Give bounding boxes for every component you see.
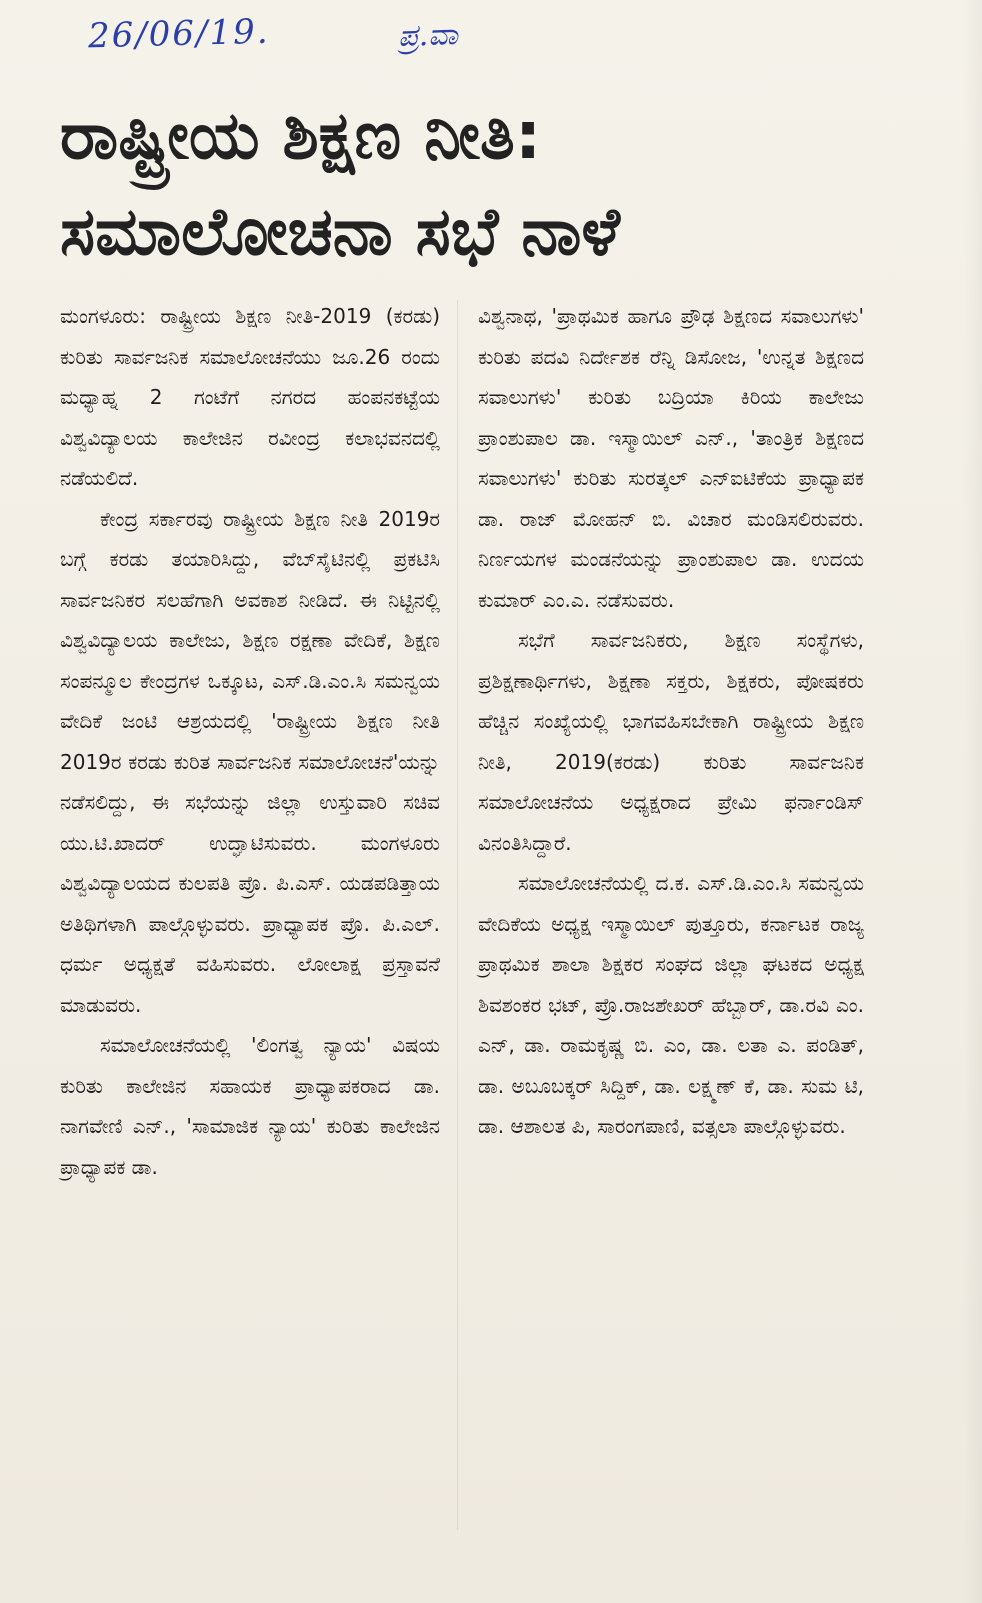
article-paragraph: ಕೇಂದ್ರ ಸರ್ಕಾರವು ರಾಷ್ಟ್ರೀಯ ಶಿಕ್ಷಣ ನೀತಿ 2019ರ ಬಗ್ಗೆ ಕರಡು ತಯಾರಿಸಿದ್ದು, ವೆಬ್‌ಸೈಟಿನಲ್ಲಿ ಪ್ರಕಟಿಸಿ ಸಾರ್ವಜನಿಕರ ಸಲಹೆಗಾಗಿ ಅವಕಾಶ ನೀಡಿದೆ. ಈ ನಿಟ್ಟಿನಲ್ಲಿ ವಿಶ್ವವಿದ್ಯಾಲಯ ಕಾಲೇಜು, ಶಿಕ್ಷಣ ರಕ್ಷಣಾ ವೇದಿಕೆ, ಶಿಕ್ಷಣ ಸಂಪನ್ಮೂಲ ಕೇಂದ್ರಗಳ ಒಕ್ಕೂಟ, ಎಸ್.ಡಿ.ಎಂ.ಸಿ ಸಮನ್ವಯ ವೇದಿಕೆ ಜಂಟಿ ಆಶ್ರಯದಲ್ಲಿ 'ರಾಷ್ಟ್ರೀಯ ಶಿಕ್ಷಣ ನೀತಿ 2019ರ ಕರಡು ಕುರಿತ ಸಾರ್ವಜನಿಕ ಸಮಾಲೋಚನೆ'ಯನ್ನು ನಡೆಸಲಿದ್ದು, ಈ ಸಭೆಯನ್ನು ಜಿಲ್ಲಾ ಉಸ್ತುವಾರಿ ಸಚಿವ ಯು.ಟಿ.ಖಾದರ್ ಉದ್ಘಾಟಿಸುವರು. ಮಂಗಳೂರು ವಿಶ್ವವಿದ್ಯಾಲಯದ ಕುಲಪತಿ ಪ್ರೊ. ಪಿ.ಎಸ್. ಯಡಪಡಿತ್ತಾಯ ಅತಿಥಿಗಳಾಗಿ ಪಾಲ್ಗೊಳ್ಳುವರು. ಪ್ರಾಧ್ಯಾಪಕ ಪ್ರೊ. ಪಿ.ಎಲ್. ಧರ್ಮ ಅಧ್ಯಕ್ಷತೆ ವಹಿಸುವರು. ಲೋಲಾಕ್ಷ ಪ್ರಸ್ತಾವನೆ ಮಾಡುವರು. <box>60 506 440 1017</box>
article-paragraph: ವಿಶ್ವನಾಥ, 'ಪ್ರಾಥಮಿಕ ಹಾಗೂ ಪ್ರೌಢ ಶಿಕ್ಷಣದ ಸವಾಲುಗಳು' ಕುರಿತು ಪದವಿ ನಿರ್ದೇಶಕ ರೆನ್ನಿ ಡಿಸೋಜ, 'ಉನ್ನತ ಶಿಕ್ಷಣದ ಸವಾಲುಗಳು' ಕುರಿತು ಬದ್ರಿಯಾ ಕಿರಿಯ ಕಾಲೇಜು ಪ್ರಾಂಶುಪಾಲ ಡಾ. ಇಸ್ಮಾಯಿಲ್ ಎನ್., 'ತಾಂತ್ರಿಕ ಶಿಕ್ಷಣದ ಸವಾಲುಗಳು' ಕುರಿತು ಸುರತ್ಕಲ್ ಎನ್ಐಟಿಕೆಯ ಪ್ರಾಧ್ಯಾಪಕ ಡಾ. ರಾಜ್ ಮೋಹನ್ ಬಿ. ವಿಚಾರ ಮಂಡಿಸಲಿರುವರು. ನಿರ್ಣಯಗಳ ಮಂಡನೆಯನ್ನು ಪ್ರಾಂಶುಪಾಲ ಡಾ. ಉದಯ ಕುಮಾರ್ ಎಂ.ಎ. ನಡೆಸುವರು. <box>478 304 864 612</box>
article-headline <box>60 88 920 280</box>
headline-line-2: ಸಮಾಲೋಚನಾ ಸಭೆ ನಾಳೆ <box>60 193 620 270</box>
article-column-right <box>478 296 864 1147</box>
article-column-left <box>60 296 440 1187</box>
column-divider <box>457 300 458 1530</box>
handwritten-source-mark: ಪ್ರ.ವಾ <box>397 16 459 55</box>
article-paragraph: ಸಭೆಗೆ ಸಾರ್ವಜನಿಕರು, ಶಿಕ್ಷಣ ಸಂಸ್ಥೆಗಳು, ಪ್ರಶಿಕ್ಷಣಾರ್ಥಿಗಳು, ಶಿಕ್ಷಣಾ ಸಕ್ತರು, ಶಿಕ್ಷಕರು, ಪೋಷಕರು ಹೆಚ್ಚಿನ ಸಂಖ್ಯೆಯಲ್ಲಿ ಭಾಗವಹಿಸಬೇಕಾಗಿ ರಾಷ್ಟ್ರೀಯ ಶಿಕ್ಷಣ ನೀತಿ, 2019(ಕರಡು) ಕುರಿತು ಸಾರ್ವಜನಿಕ ಸಮಾಲೋಚನೆಯ ಅಧ್ಯಕ್ಷರಾದ ಪ್ರೇಮಿ ಫರ್ನಾಂಡಿಸ್ ವಿನಂತಿಸಿದ್ದಾರೆ. <box>478 628 864 855</box>
article-paragraph: ಸಮಾಲೋಚನೆಯಲ್ಲಿ 'ಲಿಂಗತ್ವ ನ್ಯಾಯ' ವಿಷಯ ಕುರಿತು ಕಾಲೇಜಿನ ಸಹಾಯಕ ಪ್ರಾಧ್ಯಾಪಕರಾದ ಡಾ. ನಾಗವೇಣಿ ಎನ್., 'ಸಾಮಾಜಿಕ ನ್ಯಾಯ' ಕುರಿತು ಕಾಲೇಜಿನ ಪ್ರಾಧ್ಯಾಪಕ ಡಾ. <box>60 1033 440 1179</box>
article-paragraph: ಮಂಗಳೂರು: ರಾಷ್ಟ್ರೀಯ ಶಿಕ್ಷಣ ನೀತಿ-2019 (ಕರಡು) ಕುರಿತು ಸಾರ್ವಜನಿಕ ಸಮಾಲೋಚನೆಯು ಜೂ.26 ರಂದು ಮಧ್ಯಾಹ್ನ 2 ಗಂಟೆಗೆ ನಗರದ ಹಂಪನಕಟ್ಟೆಯ ವಿಶ್ವವಿದ್ಯಾಲಯ ಕಾಲೇಜಿನ ರವೀಂದ್ರ ಕಲಾಭವನದಲ್ಲಿ ನಡೆಯಲಿದೆ. <box>60 304 440 490</box>
handwritten-date: 26/06/19. <box>87 11 271 57</box>
headline-line-1: ರಾಷ್ಟ್ರೀಯ ಶಿಕ್ಷಣ ನೀತಿ: <box>60 97 542 174</box>
article-paragraph: ಸಮಾಲೋಚನೆಯಲ್ಲಿ ದ.ಕ. ಎಸ್.ಡಿ.ಎಂ.ಸಿ ಸಮನ್ವಯ ವೇದಿಕೆಯ ಅಧ್ಯಕ್ಷ ಇಸ್ಮಾಯಿಲ್ ಪುತ್ತೂರು, ಕರ್ನಾಟಕ ರಾಜ್ಯ ಪ್ರಾಥಮಿಕ ಶಾಲಾ ಶಿಕ್ಷಕರ ಸಂಘದ ಜಿಲ್ಲಾ ಘಟಕದ ಅಧ್ಯಕ್ಷ ಶಿವಶಂಕರ ಭಟ್, ಪ್ರೊ.ರಾಜಶೇಖರ್ ಹೆಬ್ಬಾರ್, ಡಾ.ರವಿ ಎಂ. ಎನ್, ಡಾ. ರಾಮಕೃಷ್ಣ ಬಿ. ಎಂ, ಡಾ. ಲತಾ ಎ. ಪಂಡಿತ್, ಡಾ. ಅಬೂಬಕ್ಕರ್ ಸಿದ್ದಿಕ್, ಡಾ. ಲಕ್ಷ್ಮಣ್ ಕೆ, ಡಾ. ಸುಮ ಟಿ, ಡಾ. ಆಶಾಲತ ಪಿ, ಸಾರಂಗಪಾಣಿ, ವತ್ಸಲಾ ಪಾಲ್ಗೊಳ್ಳುವರು. <box>478 871 864 1138</box>
scan-edge-shadow <box>962 0 982 1603</box>
